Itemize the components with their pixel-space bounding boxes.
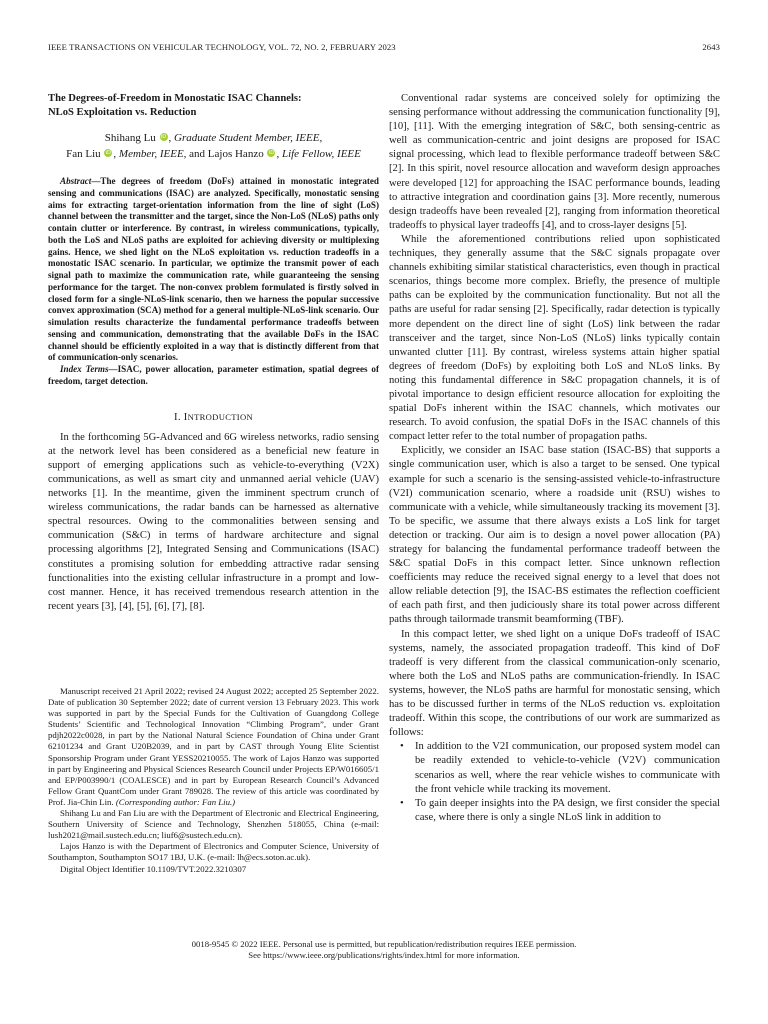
index-terms-label: Index Terms [60, 364, 109, 375]
title-line-2: NLoS Exploitation vs. Reduction [48, 107, 197, 119]
corresponding-author: (Corresponding author: Fan Liu.) [115, 796, 236, 807]
copyright-notice: 0018-9545 © 2022 IEEE. Personal use is permitted, but republication/redistribution requires IEEE permission. See https://www.ieee.org/publications/rights/index.html for more information. [48, 939, 720, 961]
body-paragraph: In this compact letter, we shed light on a unique DoFs tradeoff of ISAC systems, namely, the associated propagation tradeoff. This kind of DoF tradeoff is very different from the classical communication-only scenario, where both the LoS and NLoS paths are communication-friendly. In ISAC systems, however, the NLoS paths are harmful for monostatic sensing, which has to be discussed further in terms of the NLoS reduction vs. exploitation tradeoff. Within this scope, the contributions of our work are summarized as follows: [389, 628, 720, 739]
running-head [48, 42, 720, 54]
footnote-affiliation: Shihang Lu and Fan Liu are with the Department of Electronic and Electrical Engineering, Southern University of Science and Technology, Shenzhen 518055, China (e-mail: lush2021@mail.sustech.edu.cn; liuf6@sustech.edu.cn). [48, 808, 379, 841]
body-paragraph: While the aforementioned contributions relied upon sophisticated techniques, they generally assume that the S&C signals propagate over channels exhibiting similar statistical characteristics, even though in practical scenarios, things become more complex. Briefly, the presence of multiple paths can be exploited by the communication functionality. But not all the paths are useful for radar sensing [2]. Specifically, radar detection is typically more dependent on the direct line of sight (LoS) link between the radar transceiver and the target, since Non-LoS (NLoS) links typically contain unwanted clutter [11]. By contrast, wireless systems attain higher spatial degrees of freedom (DoFs) by exploiting both LoS and NLoS links. By noting this fundamental difference in S&C propagation channels, it is of pivotal importance to design efficient resource allocation for exploiting the spatial DoFs inherent within the ISAC channels, which motivates our research. To avoid confusion, the spatial DoFs in the ISAC channels of this compact letter refer to the total number of propagation paths. [389, 233, 720, 443]
footnote-funding: Manuscript received 21 April 2022; revised 24 August 2022; accepted 25 September 2022. Date of publication 30 September 2022; date of current version 13 February 2023. This work was supported in part by the Special Funds for the Cultivation of Guangdong College Students’ Scientific and Technological Innovation “Climbing Program”, under Grant pdjh2022c0028, in part by the National Natural Science Foundation of China under Grant 62101234 and Grant U20B2039, and in part by CAST through Young Elite Scientist Sponsorship Program under Grant YESS20210055. The work of Lajos Hanzo was supported in part by Engineering and Physical Sciences Research Council under Projects EP/W016605/1 and EP/P003990/1 (COALESCE) and in part by European Research Council’s Advanced Fellow Grant QuantCom under Grant 789028. The review of this article was coordinated by Prof. Jia-Chin Lin. [48, 686, 379, 807]
orcid-icon[interactable]: iD [268, 150, 275, 157]
footnote [48, 686, 379, 875]
index-terms-text: —ISAC, power allocation, parameter estimation, spatial degrees of freedom, target detection. [48, 364, 379, 386]
intro-paragraph: In the forthcoming 5G-Advanced and 6G wireless networks, radio sensing at the network level has been considered as a beneficial new feature in support of emerging applications such as vehicle-to-everything (V2X) communications, as well as smart city and unmanned aerial vehicle (UAV) networks [1]. In the meantime, given the imminent spectrum crunch of wireless communications, the radar bands can be harnessed as alternative spectral resources. Owing to the commonalities between sensing and communication (S&C) in terms of hardware architecture and signal processing algorithms [2], Integrated Sensing and Communications (ISAC) constitutes a promising solution for embedding attractive radar sensing functionalities into the existing cellular infrastructure in a prompt and low-cost manner. Hence, it has received tremendous research attention in the recent years [3], [4], [5], [6], [7], [8]. [48, 431, 379, 612]
author-role: Member, IEEE, [118, 148, 187, 161]
orcid-icon[interactable]: iD [105, 150, 112, 157]
footnote-affiliation: Lajos Hanzo is with the Department of Electronics and Computer Science, University of Southampton, Southampton SO17 1BJ, U.K. (e-mail: lh@ecs.soton.ac.uk). [48, 841, 379, 863]
section-heading: I. INTRODUCTION [174, 411, 253, 423]
page-number: 2643 [702, 42, 720, 52]
list-item: • In addition to the V2I communication, our proposed system model can be readily extended to vehicle-to-vehicle (V2V) communication scenarios as well, where the rear vehicle wishes to communicate with the front vehicle while tracking its movement. [400, 741, 720, 795]
abstract [48, 176, 379, 388]
bullet-icon: • [400, 797, 404, 809]
abstract-text: —The degrees of freedom (DoFs) attained in monostatic integrated sensing and communications (ISAC) are analyzed. Specifically, monostatic sensing aims for extracting target-orientation information from the line of sight (LoS) channel between the transmitter and the target, since the Non-LoS (NLoS) paths only contain clutter or interference. By contrast, in wireless communications, typically, both the LoS and NLoS paths are exploited for achieving diversity or multiplexing gains. Hence, we shed light on the NLoS exploitation vs. reduction tradeoffs in a monostatic ISAC scenario. In particular, we optimize the transmit power of each signal path to maximize the communication rate, while guaranteeing the sensing performance for the target. The non-convex problem formulated is firstly solved in closed form for a single-NLoS-link scenario, then we harness the popular successive convex approximation (SCA) method for a general multiple-NLoS-link scenario. Our simulation results characterize the fundamental performance tradeoffs between sensing and communication, demonstrating that the available DoFs in the ISAC channel should be efficiently exploited in a way that is distinctly different from that of communication-only scenarios. [48, 176, 379, 363]
rights-link[interactable]: See https://www.ieee.org/publications/rights/index.html for more information. [248, 950, 520, 960]
abstract-label: Abstract [60, 176, 92, 187]
author-name: Shihang Lu [104, 132, 156, 145]
doi[interactable]: Digital Object Identifier 10.1109/TVT.2022.3210307 [60, 863, 247, 874]
journal-name: IEEE TRANSACTIONS ON VEHICULAR TECHNOLOGY, VOL. 72, NO. 2, FEBRUARY 2023 [48, 42, 396, 52]
list-item: • To gain deeper insights into the PA design, we first consider the special case, where there is only a single NLoS link in addition to [400, 797, 720, 823]
author-name: Fan Liu [66, 148, 101, 161]
orcid-icon[interactable]: iD [160, 134, 167, 141]
contribution-list [389, 740, 720, 825]
left-column [48, 92, 379, 614]
title-line-1: The Degrees-of-Freedom in Monostatic ISAC Channels: [48, 93, 302, 104]
body-paragraph: Explicitly, we consider an ISAC base station (ISAC-BS) that supports a single communication user, which is also a target to be sensed. One typical example for such a scenario is the sensing-assisted vehicle-to-infrastructure (V2I) communication scenario, where a roadside unit (RSU) wishes to communicate with a vehicle, while simultaneously tracking its movement [3]. To be specific, we assume that there always exists a LoS link for target detection or tracking. Our aim is to design a novel power allocation (PA) strategy for balancing the fundamental performance tradeoff between the S&C spatial DoFs in this compact letter. Since unknown reflection coefficients may reduce the received signal energy to a level that does not allow reliable detection [9], the ISAC-BS estimates the reflection coefficient of each path first, and then judiciously share its total power across different paths through tailormade transmit beamforming (TBF). [389, 445, 720, 626]
paper-title [48, 92, 379, 120]
author-name: and Lajos Hanzo [189, 148, 264, 161]
body-paragraph: Conventional radar systems are conceived solely for optimizing the sensing performance without addressing the communication functionality [9], [10], [11]. With the emerging integration of S&C, both sensing-centric as well as communication-centric and joint designs are proposed for ISAC signal processing, which lead to flexible performance tradeoff between S&C [2]. In this spirit, novel resource allocation and waveform design approaches were developed [12] for approaching the ISAC performance bounds, leading to attractive integration and coordination gains [3]. More recently, numerous design tradeoffs have been revealed [2], ranging from information theoretical tradeoffs to physical layer tradeoffs [4], and to cross-layer designs [5]. [389, 93, 720, 231]
author-list: Shihang Lu iD , Graduate Student Member, IEEE, Fan Liu iD , Member, IEEE, and Lajos Hanzo iD , Life Fellow, IEEE [66, 132, 361, 161]
right-column [389, 92, 720, 825]
author-role: Life Fellow, IEEE [281, 148, 361, 161]
author-role: Graduate Student Member, IEEE, [174, 132, 323, 145]
bullet-icon: • [400, 741, 404, 753]
